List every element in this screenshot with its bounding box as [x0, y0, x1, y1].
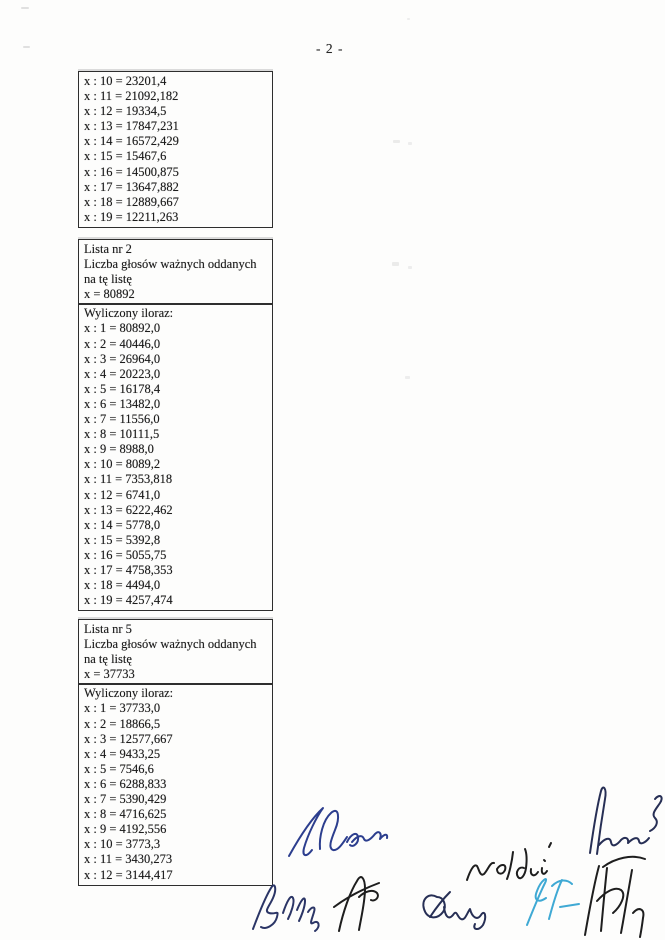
signature-tall-right [585, 857, 645, 937]
table-row: x : 10 = 8089,2 [84, 457, 161, 472]
quotient-label: Wyliczony iloraz: [84, 306, 174, 321]
table-row: x : 15 = 15467,6 [84, 149, 167, 164]
table-row: x : 13 = 6222,462 [84, 502, 173, 517]
table-row: x : 10 = 3773,3 [84, 837, 161, 852]
list-label: Lista nr 2 [84, 242, 132, 256]
table-row: x : 7 = 5390,429 [84, 792, 167, 807]
quotient-label: Wyliczony iloraz: [84, 686, 174, 701]
signature-blue-cursive [289, 808, 387, 856]
table-row: x : 11 = 21092,182 [84, 89, 179, 104]
table-row: x : 12 = 6741,0 [84, 487, 161, 502]
table-row: x : 1 = 80892,0 [84, 321, 161, 336]
table-row: x : 10 = 23201,4 [84, 74, 167, 88]
table-row: x : 2 = 40446,0 [84, 336, 161, 351]
table-row: x : 15 = 5392,8 [84, 532, 161, 547]
valid-votes-line1: Liczba głosów ważnych oddanych [84, 637, 257, 652]
signature-bpt [527, 879, 579, 925]
table-row: x : 14 = 5778,0 [84, 517, 161, 532]
table-row: x : 18 = 4494,0 [84, 578, 161, 593]
table-row: x : 6 = 13482,0 [84, 396, 161, 411]
table-row: x : 1 = 37733,0 [84, 701, 161, 716]
signature-a-cross [334, 877, 379, 931]
table-row: x : 12 = 19334,5 [84, 104, 167, 119]
page-number: - 2 - [316, 41, 344, 56]
table-row: x : 14 = 16572,429 [84, 134, 179, 149]
table-row: x : 11 = 3430,273 [84, 852, 173, 867]
table-row: x : 12 = 3144,417 [84, 867, 173, 882]
table-row: x : 18 = 12889,667 [84, 194, 179, 209]
table-row: x : 6 = 6288,833 [84, 776, 167, 791]
table-row: x : 17 = 13647,882 [84, 179, 179, 194]
list-label: Lista nr 5 [84, 622, 132, 636]
valid-votes-line2: na tę listę [84, 272, 132, 287]
table-row: x : 19 = 4257,474 [84, 593, 173, 608]
table-row: x : 9 = 4192,556 [84, 822, 167, 837]
table-row: x : 17 = 4758,353 [84, 562, 173, 577]
table-row: x : 8 = 4716,625 [84, 807, 167, 822]
table-row: x : 2 = 18866,5 [84, 716, 161, 731]
table-row: x : 7 = 11556,0 [84, 412, 160, 427]
table-row: x : 9 = 8988,0 [84, 442, 154, 457]
table-row: x : 4 = 9433,25 [84, 746, 161, 761]
votes-total: x = 37733 [84, 667, 135, 682]
table-row: x : 16 = 14500,875 [84, 164, 179, 179]
table-row: x : 5 = 16178,4 [84, 381, 161, 396]
table-row: x : 3 = 12577,667 [84, 731, 173, 746]
table-row: x : 4 = 20223,0 [84, 366, 161, 381]
table-row: x : 8 = 10111,5 [84, 427, 160, 442]
table-row: x : 3 = 26964,0 [84, 351, 161, 366]
table-row: x : 19 = 12211,263 [84, 209, 179, 224]
votes-total: x = 80892 [84, 287, 135, 302]
table-row: x : 13 = 17847,231 [84, 119, 179, 134]
signature-woldui [467, 843, 551, 880]
table-row: x : 16 = 5055,75 [84, 547, 167, 562]
signature-blly [253, 885, 319, 931]
valid-votes-line2: na tę listę [84, 652, 132, 667]
valid-votes-line1: Liczba głosów ważnych oddanych [84, 257, 257, 272]
signature-top-right [590, 788, 662, 854]
table-row: x : 11 = 7353,818 [84, 472, 173, 487]
signature-quuy [423, 892, 485, 929]
table-row: x : 5 = 7546,6 [84, 761, 154, 776]
